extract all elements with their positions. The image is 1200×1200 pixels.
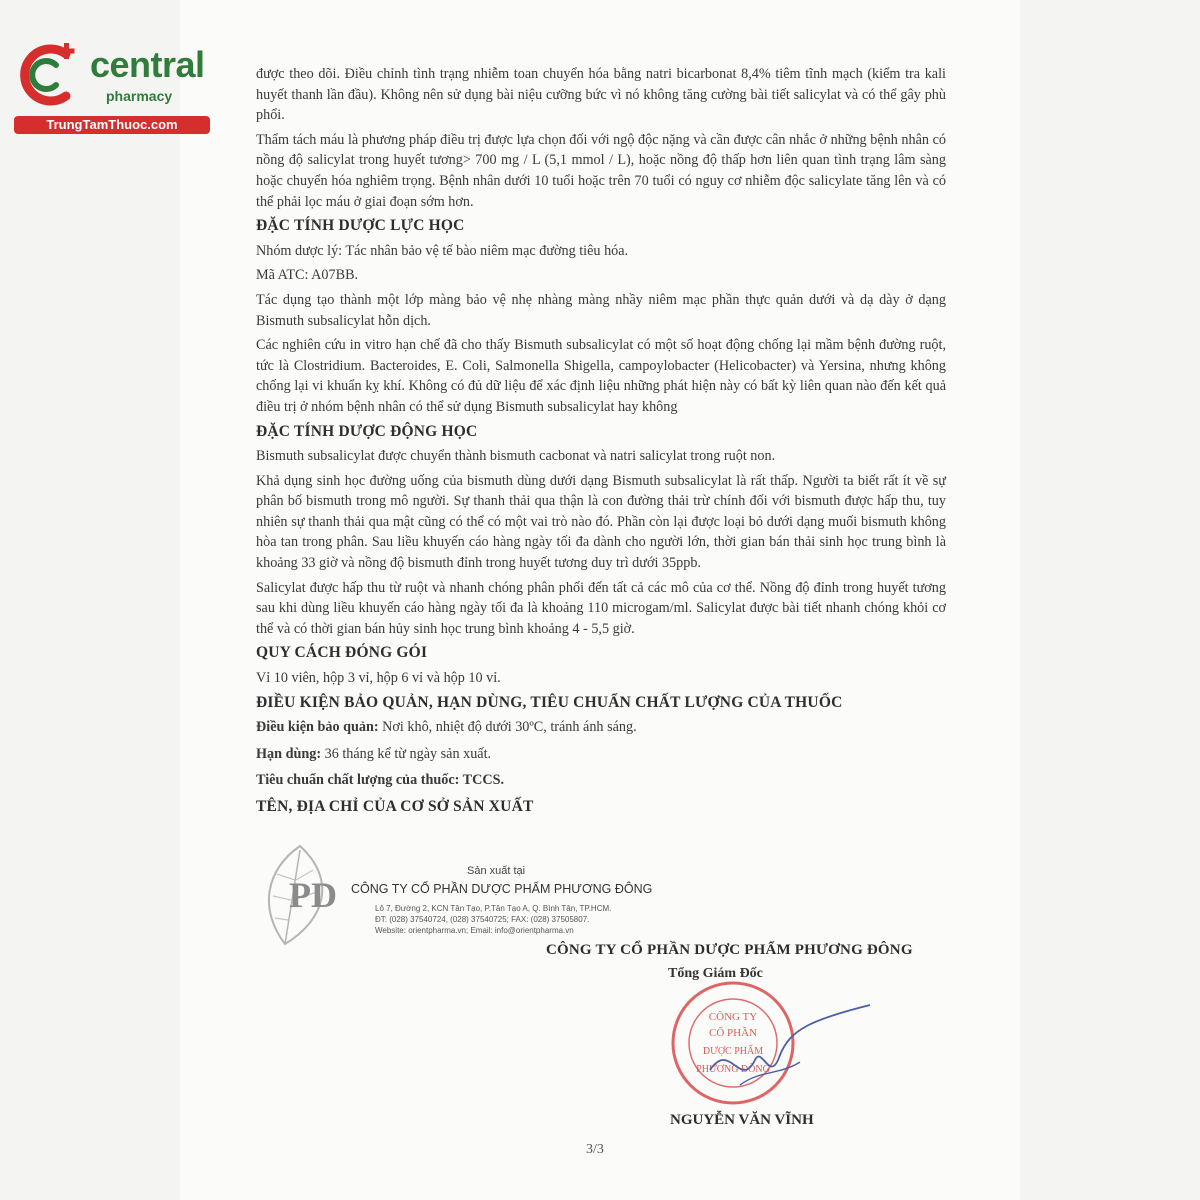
expiry: Hạn dùng: 36 tháng kể từ ngày sản xuất. <box>256 745 492 762</box>
stamp-line-4: PHƯƠNG ĐÔNG <box>696 1064 770 1075</box>
paragraph-hemodialysis: Thẩm tách máu là phương pháp điều trị được lựa chọn đối với ngộ độc nặng và cần được cân nhắc ở những bệnh nhân có nồng độ salicylat trong huyết tương> 700 mg / L (5,1 mmol / L), hoặc nồng độ thấp hơn liên quan tình trạng lâm sàng hoặc chuyển hóa nghiêm trọng. Bệnh nhân dưới 10 tuổi hoặc trên 70 tuổi có nguy cơ nhiễm độc salicylate tăng lên và có thể phải lọc máu ở giai đoạn sớm hơn. <box>256 131 946 210</box>
quality-standard: Tiêu chuẩn chất lượng của thuốc: TCCS. <box>256 772 505 789</box>
central-c-icon <box>14 40 84 110</box>
paragraph-overdose-treatment: được theo dõi. Điều chỉnh tình trạng nhiễm toan chuyển hóa bằng natri bicarbonat 8,4% tiêm tĩnh mạch (kiểm tra kali huyết thanh lần đầu). Không nên sử dụng bài niệu cưỡng bức vì nó không tăng cường bài tiết salicylat và có thể gây phù phổi. <box>256 66 946 124</box>
signer-title: Tổng Giám Đốc <box>668 966 763 981</box>
heading-pharmacodynamics: ĐẶC TÍNH DƯỢC LỰC HỌC <box>256 217 465 235</box>
document-body <box>256 64 946 822</box>
heading-manufacturer: TÊN, ĐỊA CHỈ CỦA CƠ SỞ SẢN XUẤT <box>256 798 534 815</box>
paragraph-conversion: Bismuth subsalicylat được chuyển thành bismuth cacbonat và natri salicylat trong ruột non. <box>256 448 776 465</box>
website-badge[interactable]: TrungTamThuoc.com <box>14 116 210 134</box>
pd-logo: PD <box>289 875 337 915</box>
made-in-label: Sản xuất tại <box>467 865 526 877</box>
storage-conditions: Điều kiện bảo quản: Nơi khô, nhiệt độ dưới 30ºC, tránh ánh sáng. <box>256 719 637 736</box>
stamp-line-1: CÔNG TY <box>708 1011 758 1023</box>
stamp-line-3: DƯỢC PHẨM <box>702 1046 764 1057</box>
brand-subtitle: pharmacy <box>106 88 173 104</box>
brand-name: central <box>90 44 205 85</box>
stamp-line-2: CỔ PHẦN <box>709 1027 757 1039</box>
heading-packaging: QUY CÁCH ĐÓNG GÓI <box>256 644 428 662</box>
paragraph-salicylate-absorption: Salicylat được hấp thu từ ruột và nhanh chóng phân phối đến tất cả các mô của cơ thể. Nồng độ đỉnh trong huyết tương sau khi dùng liều khuyến cáo hàng ngày tối đa là khoảng 110 microgam/ml. Salicylat được bài tiết nhanh chóng khỏi cơ thể và có thời gian bán hủy sinh học trung bình khoảng 4 - 5,5 giờ. <box>256 579 946 637</box>
manufacturer-address: Lô 7, Đường 2, KCN Tân Tạo, P.Tân Tạo A, Q. Bình Tân, TP.HCM. <box>375 904 612 913</box>
paragraph-packaging: Vỉ 10 viên, hộp 3 vỉ, hộp 6 vỉ và hộp 10 vỉ. <box>256 670 501 687</box>
signer-company: CÔNG TY CỔ PHẦN DƯỢC PHẨM PHƯƠNG ĐÔNG <box>546 942 913 958</box>
central-pharmacy-logo[interactable] <box>12 40 212 140</box>
paragraph-bioavailability: Khả dụng sinh học đường uống của bismuth dùng dưới dạng Bismuth subsalicylat là rất thấp. Người ta biết rất ít về sự phân bố bismuth trong mô người. Sự thanh thải qua thận là con đường thải trừ chính đối với bismuth được hấp thu, tuy nhiên sự thanh thải qua mật cũng có thể có một vai trò nào đó. Phần còn lại được loại bỏ dưới dạng muối bismuth không hòa tan trong phân. Sau liều khuyến cáo hàng ngày tối đa dành cho người lớn, thời gian bán thải sinh học trung bình là khoảng 33 giờ và nồng độ bismuth đỉnh trong huyết tương duy trì dưới 35ppb. <box>256 472 946 572</box>
heading-storage-expiry-standard: ĐIỀU KIỆN BẢO QUẢN, HẠN DÙNG, TIÊU CHUẨN CHẤT LƯỢNG CỦA THUỐC <box>256 693 843 711</box>
manufacturer-web: Website: orientpharma.vn; Email: info@orientpharma.vn <box>375 926 574 935</box>
manufacturer-phone: ĐT: (028) 37540724, (028) 37540725; FAX: (028) 37505807. <box>375 915 590 924</box>
manufacturer-block <box>255 840 675 950</box>
handwritten-signature <box>700 1000 880 1110</box>
paragraph-atc-code: Mã ATC: A07BB. <box>256 267 359 284</box>
paragraph-mechanism: Tác dụng tạo thành một lớp màng bảo vệ nhẹ nhàng màng nhầy niêm mạc phần thực quản dưới và dạ dày ở dạng Bismuth subsalicylat hỗn dịch. <box>256 291 946 329</box>
manufacturer-company: CÔNG TY CỔ PHẦN DƯỢC PHẨM PHƯƠNG ĐÔNG <box>351 882 653 896</box>
paragraph-in-vitro: Các nghiên cứu in vitro hạn chế đã cho thấy Bismuth subsalicylat có một số hoạt động chống lại mầm bệnh đường ruột, tức là Clostridium. Bacteroides, E. Coli, Salmonella Shigella, campoylobacter (Helicobacter) và Yersina, nhưng không chống lại vi khuẩn kỵ khí. Không có đủ dữ liệu để xác định liệu những phát hiện này có bất kỳ liên quan nào đến kết quả điều trị ở nhóm bệnh nhân có thể sử dụng Bismuth subsalicylat hay không <box>256 337 946 415</box>
page-number: 3/3 <box>586 1142 604 1157</box>
heading-pharmacokinetics: ĐẶC TÍNH DƯỢC ĐỘNG HỌC <box>256 422 478 440</box>
signer-name: NGUYỄN VĂN VĨNH <box>670 1112 814 1128</box>
paragraph-pharmacologic-group: Nhóm dược lý: Tác nhân bảo vệ tế bào niêm mạc đường tiêu hóa. <box>256 242 629 259</box>
